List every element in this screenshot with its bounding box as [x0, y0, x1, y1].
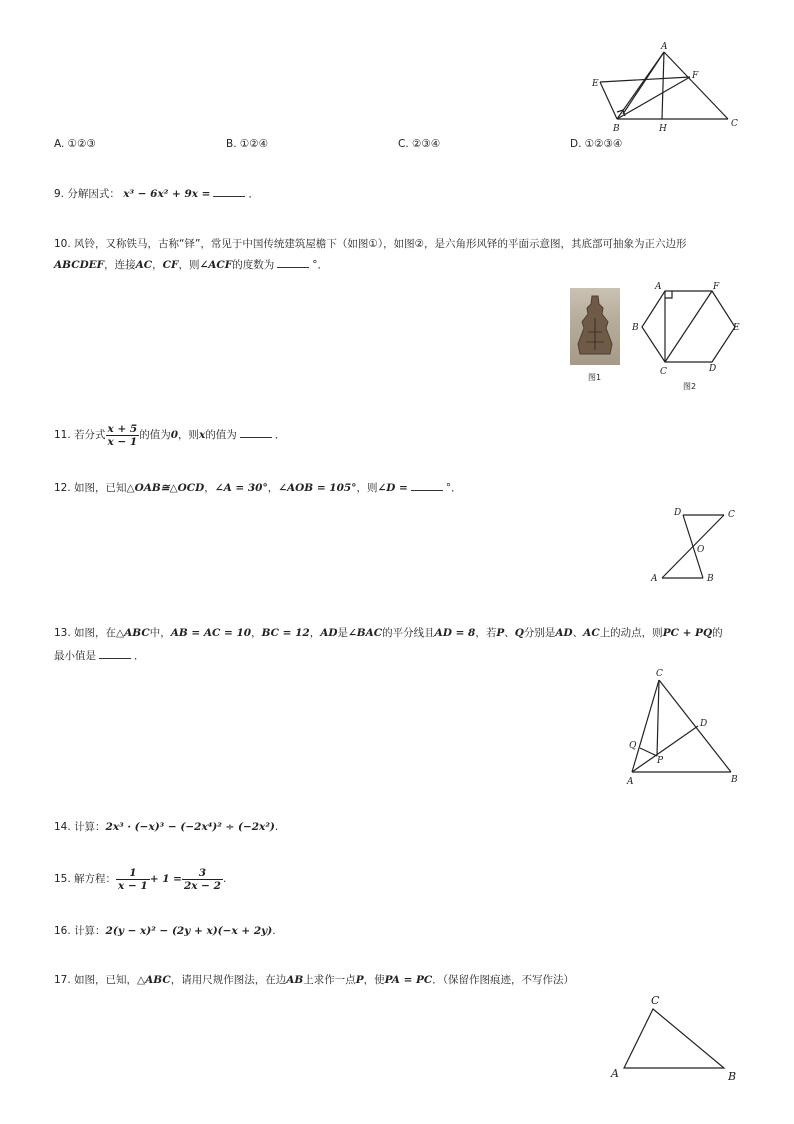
- q15-prefix: 15. 解方程：: [54, 873, 117, 885]
- q13-text9: 分别是: [523, 627, 556, 639]
- q16-suffix: .: [272, 925, 276, 937]
- q13-text5: 是: [337, 627, 348, 639]
- q12-sep3: ，则: [356, 482, 378, 494]
- q11-text-tail1: ，则: [178, 429, 200, 441]
- wind-chime-photo: [570, 288, 620, 365]
- q10-text-b: ，连接: [104, 259, 136, 271]
- question-9: [54, 186, 259, 202]
- q13-p: P: [496, 627, 505, 639]
- q12-label-a: A: [651, 574, 658, 584]
- q10-fig2-caption: 图2: [683, 382, 697, 391]
- question-10-line1: 10. 风铃，又称铁马，古称“铎”，常见于中国传统建筑屋檐下（如图①），如图②，是六角形风铎的平面示意图，其底部可抽象为正六边形: [54, 238, 687, 250]
- q12-label-o: O: [697, 545, 705, 555]
- question-13-line1: [54, 625, 723, 641]
- q8-option-b: B. ①②④: [226, 138, 269, 150]
- q11-denominator: x − 1: [107, 435, 138, 448]
- q13-text10: 、: [572, 627, 584, 639]
- q13-line2-text: 最小值是: [54, 650, 96, 662]
- q11-text-tail2: 的值为: [205, 429, 237, 441]
- q13-angle-bac: ∠BAC: [347, 627, 383, 639]
- q8-option-a: A. ①②③: [54, 138, 96, 150]
- question-10-line2: [54, 257, 328, 273]
- q13-text3: ，: [251, 627, 262, 639]
- q13-ac: AC: [583, 627, 600, 639]
- q10-text-d: ，: [152, 259, 163, 271]
- q13-eq1: AB = AC = 10: [170, 627, 252, 639]
- q13-text12: 的: [712, 627, 723, 639]
- q8-option-d: D. ①②③④: [570, 138, 623, 150]
- q17-text1: 17. 如图，已知，: [54, 974, 138, 986]
- q17-text5: ．（保留作图痕迹，不写作法）: [432, 974, 575, 986]
- q12-angle-a: ∠A = 30°: [214, 482, 268, 494]
- q10-suffix: °．: [312, 259, 328, 271]
- q8-label-a: A: [661, 42, 668, 52]
- q12-congruence: △OAB≅△OCD: [126, 482, 205, 494]
- q12-label-b: B: [707, 574, 714, 584]
- hex-label-a: A: [655, 282, 662, 292]
- q12-prefix: 12. 如图，已知: [54, 482, 127, 494]
- q11-fraction: [106, 423, 140, 448]
- q9-suffix: ．: [248, 188, 259, 200]
- q17-ab: AB: [286, 974, 304, 986]
- q13-text1: 13. 如图，在: [54, 627, 117, 639]
- q8-label-f: F: [692, 71, 699, 81]
- q13-ad2: AD: [555, 627, 573, 639]
- q10-answer-blank[interactable]: [277, 257, 309, 268]
- question-15: [54, 864, 226, 894]
- q13-sum: PC + PQ: [662, 627, 713, 639]
- q10-ac: AC: [135, 259, 153, 271]
- q11-text-mid: 的值为: [139, 429, 171, 441]
- q17-label-a: A: [611, 1067, 619, 1080]
- question-13-line2: [54, 648, 145, 664]
- q12-label-c: C: [728, 510, 735, 520]
- q10-text-f: ，则: [178, 259, 200, 271]
- q8-label-c: C: [731, 119, 738, 129]
- q13-answer-blank[interactable]: [99, 648, 131, 659]
- q13-label-p: P: [657, 756, 664, 766]
- q9-prefix: 9. 分解因式：: [54, 188, 120, 200]
- q14-expression: 2x³ · (−x)³ − (−2x⁴)² ÷ (−2x²): [105, 821, 275, 833]
- q15-denominator-2: 2x − 2: [183, 879, 221, 892]
- q15-numerator-1: 1: [116, 867, 150, 880]
- q13-label-c: C: [656, 669, 663, 679]
- q17-p: P: [355, 974, 364, 986]
- q13-eq3: AD = 8: [434, 627, 476, 639]
- q15-fraction-2: [182, 867, 223, 892]
- q14-prefix: 14. 计算：: [54, 821, 106, 833]
- q10-hexagon: ABCDEF: [54, 259, 105, 271]
- q15-fraction-1: [116, 867, 150, 892]
- q11-x: x: [199, 429, 206, 441]
- q15-plus: + 1 =: [149, 873, 182, 885]
- hex-label-e: E: [733, 323, 740, 333]
- q12-sep2: ，: [267, 482, 279, 494]
- q13-text4: ，: [309, 627, 321, 639]
- q8-option-c: C. ②③④: [398, 138, 441, 150]
- q13-eq2: BC = 12: [261, 627, 310, 639]
- q12-label-d: D: [674, 508, 682, 518]
- q10-cf: CF: [162, 259, 179, 271]
- q15-numerator-2: 3: [182, 867, 223, 880]
- q13-text7: ，若: [475, 627, 497, 639]
- q11-zero: 0: [170, 429, 179, 441]
- q9-expression: x³ − 6x² + 9x =: [123, 188, 211, 200]
- q12-angle-aob: ∠AOB = 105°: [278, 482, 357, 494]
- q13-triangle: △ABC: [116, 627, 150, 639]
- q11-suffix: ．: [274, 429, 286, 441]
- question-14: [54, 819, 278, 835]
- q8-label-e: E: [592, 79, 599, 89]
- q11-numerator: x + 5: [107, 422, 138, 435]
- q17-label-b: B: [728, 1070, 737, 1083]
- q12-suffix: °．: [445, 482, 462, 494]
- hex-label-f: F: [713, 282, 720, 292]
- q13-text2: 中，: [149, 627, 171, 639]
- q13-ad: AD: [320, 627, 338, 639]
- q13-suffix: ．: [134, 650, 145, 662]
- q13-text6: 的平分线且: [382, 627, 435, 639]
- q17-text3: 上求作一点: [303, 974, 356, 986]
- q10-fig1-caption: 图1: [588, 373, 602, 382]
- question-16: [54, 923, 276, 939]
- hex-label-c: C: [660, 367, 667, 377]
- question-12: [54, 480, 462, 496]
- q15-denominator-1: x − 1: [118, 879, 148, 892]
- q8-label-h: H: [659, 124, 667, 134]
- question-11: [54, 420, 285, 450]
- q9-answer-blank[interactable]: [213, 186, 245, 197]
- q17-equation: PA = PC: [384, 974, 433, 986]
- q11-prefix: 11. 若分式: [54, 429, 106, 441]
- q10-angle: ∠ACF: [199, 259, 233, 271]
- q16-expression: 2(y − x)² − (2y + x)(−x + 2y): [105, 925, 273, 937]
- q11-answer-blank[interactable]: [240, 427, 272, 438]
- q13-label-d: D: [700, 719, 708, 729]
- hex-label-b: B: [632, 323, 639, 333]
- q8-label-b: B: [613, 124, 620, 134]
- q13-label-q: Q: [629, 741, 637, 751]
- q10-text-h: 的度数为: [232, 259, 275, 271]
- question-17: [54, 972, 574, 988]
- q16-prefix: 16. 计算：: [54, 925, 106, 937]
- q17-text4: ，使: [363, 974, 385, 986]
- q17-label-c: C: [651, 994, 660, 1007]
- q12-sep1: ，: [204, 482, 215, 494]
- q17-text2: ，请用尺规作图法，在边: [170, 974, 287, 986]
- q13-text11: 上的动点，则: [599, 627, 663, 639]
- q12-answer-blank[interactable]: [411, 480, 443, 491]
- q13-label-a: A: [627, 777, 634, 787]
- q14-suffix: .: [274, 821, 279, 833]
- q15-suffix: .: [222, 873, 227, 885]
- hex-label-d: D: [709, 364, 717, 374]
- q12-angle-d: ∠D =: [377, 482, 408, 494]
- q17-triangle: △ABC: [137, 974, 171, 986]
- q13-q: Q: [514, 627, 524, 639]
- q13-text8: 、: [504, 627, 515, 639]
- q13-label-b: B: [731, 775, 738, 785]
